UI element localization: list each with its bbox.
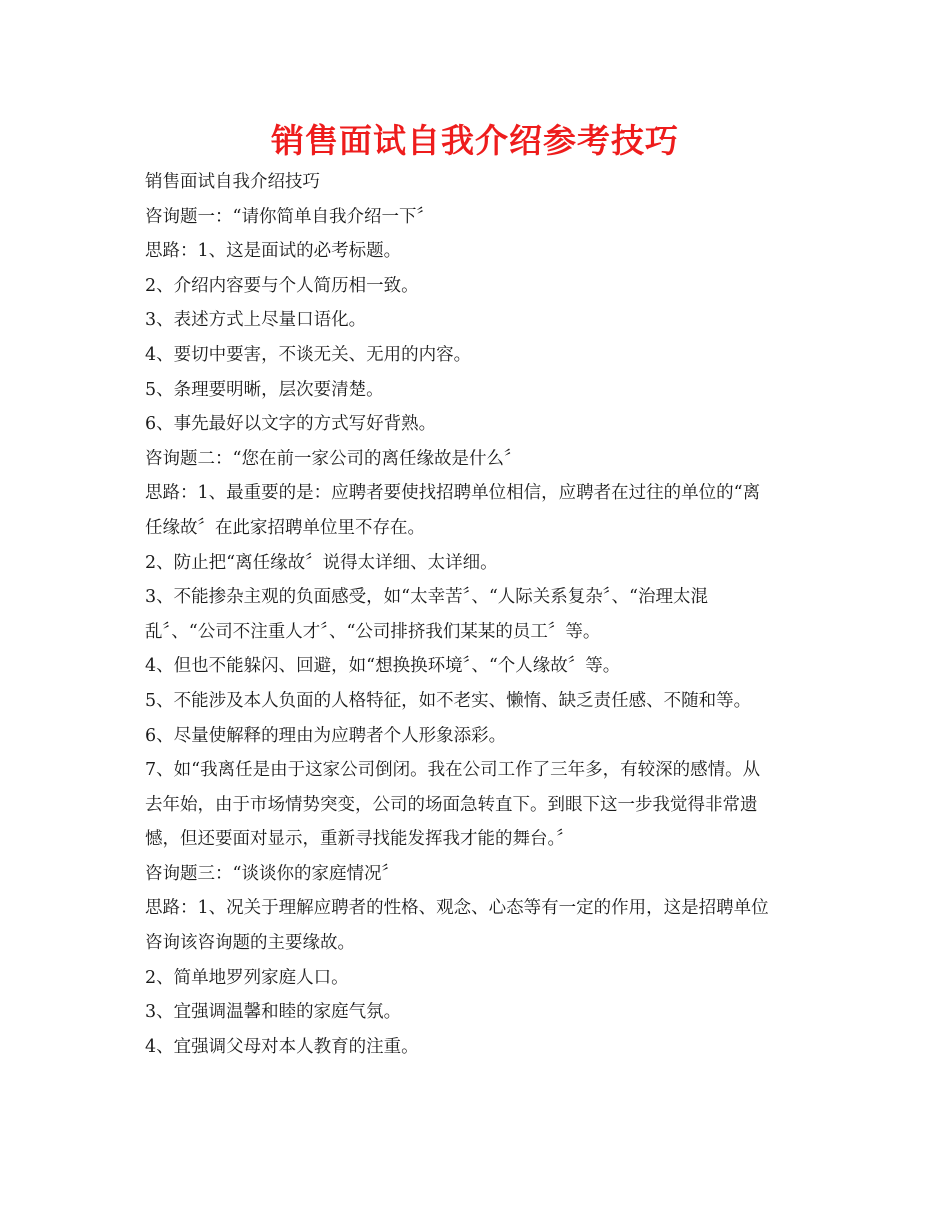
body-line: 3、表述方式上尽量口语化。 (145, 310, 367, 331)
document-body (145, 165, 815, 1064)
body-line: 3、不能掺杂主观的负面感受，如“太幸苦〞、“人际关系复杂〞、“治理太混 (145, 587, 708, 608)
body-line: 咨询题三：“谈谈你的家庭情况〞 (145, 863, 399, 884)
body-line: 憾，但还要面对显示，重新寻找能发挥我才能的舞台。〞 (145, 829, 574, 850)
document-title: 销售面试自我介绍参考技巧 (271, 121, 679, 160)
body-line: 乱〞、“公司不注重人才〞、“公司排挤我们某某的员工〞等。 (145, 621, 601, 642)
body-line: 7、如“我离任是由于这家公司倒闭。我在公司工作了三年多，有较深的感情。从 (145, 760, 761, 781)
body-line: 4、要切中要害，不谈无关、无用的内容。 (145, 344, 472, 365)
body-line: 4、宜强调父母对本人教育的注重。 (145, 1036, 419, 1057)
body-line: 思路：1、这是面试的必考标题。 (145, 241, 402, 262)
body-line: 6、尽量使解释的理由为应聘者个人形象添彩。 (145, 725, 507, 746)
body-line: 咨询题二：“您在前一家公司的离任缘故是什么〞 (145, 448, 522, 469)
body-line: 2、介绍内容要与个人简历相一致。 (145, 275, 419, 296)
body-line: 思路：1、况关于理解应聘者的性格、观念、心态等有一定的作用，这是招聘单位 (145, 898, 769, 919)
body-line: 6、事先最好以文字的方式写好背熟。 (145, 414, 437, 435)
body-line: 2、防止把“离任缘故〞说得太详细、太详细。 (145, 552, 498, 573)
body-line: 咨询题一：“请你简单自我介绍一下〞 (145, 206, 434, 227)
body-line: 思路：1、最重要的是：应聘者要使找招聘单位相信，应聘者在过往的单位的“离 (145, 483, 761, 504)
body-line: 销售面试自我介绍技巧 (145, 172, 320, 192)
body-line: 任缘故〞在此家招聘单位里不存在。 (145, 517, 425, 538)
body-line: 5、不能涉及本人负面的人格特征，如不老实、懒惰、缺乏责任感、不随和等。 (145, 690, 752, 711)
body-line: 5、条理要明晰，层次要清楚。 (145, 379, 384, 400)
body-line: 2、简单地罗列家庭人口。 (145, 967, 349, 988)
body-line: 去年始，由于市场情势突变，公司的场面急转直下。到眼下这一步我觉得非常遗 (145, 794, 758, 815)
body-line: 3、宜强调温馨和睦的家庭气氛。 (145, 1002, 402, 1023)
body-line: 咨询该咨询题的主要缘故。 (145, 933, 355, 954)
body-line: 4、但也不能躲闪、回避，如“想换换环境〞、“个人缘故〞等。 (145, 656, 621, 677)
